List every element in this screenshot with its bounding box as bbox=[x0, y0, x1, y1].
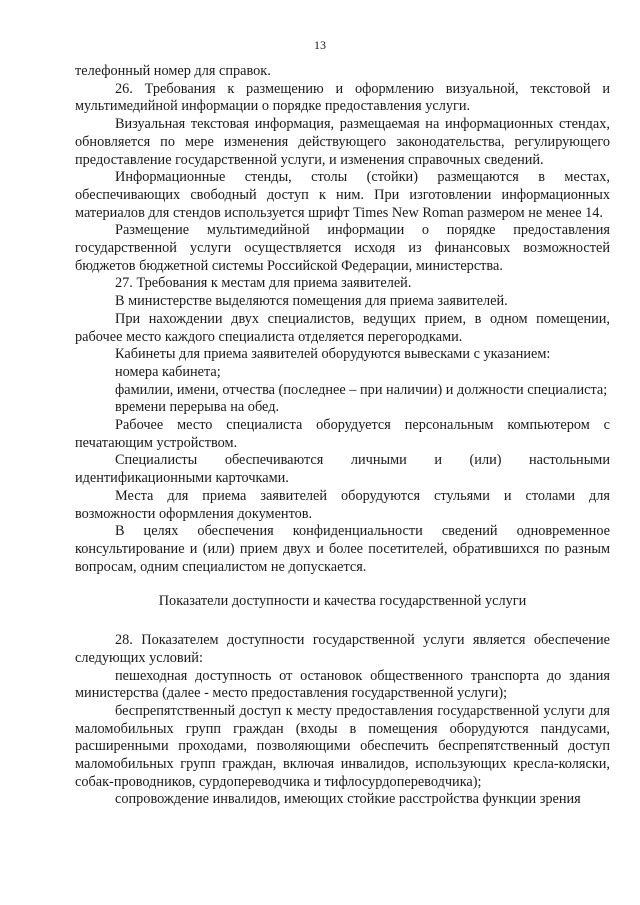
paragraph-p12: времени перерыва на обед. bbox=[115, 399, 280, 416]
paragraph-p5: Размещение мультимедийной информации о порядке предоставления государственной услуги осуществляется исходя из финансовых возможностей бюджетов бюджетной системы Российской Федерации, министерства. bbox=[75, 222, 610, 274]
section-accessibility bbox=[75, 632, 610, 809]
paragraph-p10: номера кабинета; bbox=[115, 363, 221, 380]
paragraph-p19: беспрепятственный доступ к месту предоставления государственной услуги для маломобильных групп граждан (входы в помещения оборудуются пандусами, расширенными проходами, позволяющими обеспечить беспрепятственный доступ маломобильных групп граждан, включая инвалидов, использующих кресла-коляски, собак-проводников, сурдопереводчика и тифлосурдопереводчика); bbox=[75, 702, 610, 790]
paragraph-p11: фамилии, имени, отчества (последнее – при наличии) и должности специалиста; bbox=[115, 381, 608, 398]
paragraph-p16: В целях обеспечения конфиденциальности сведений одновременное консультирование и (или) прием двух и более посетителей, обратившихся по разным вопросам, одним специалистом не допускается. bbox=[75, 523, 610, 575]
paragraph-p20: сопровождение инвалидов, имеющих стойкие расстройства функции зрения bbox=[115, 791, 581, 808]
paragraph-p13: Рабочее место специалиста оборудуется персональным компьютером с печатающим устройством. bbox=[75, 417, 610, 451]
paragraph-p18: пешеходная доступность от остановок общественного транспорта до здания министерства (далее - место предоставления государственной услуги); bbox=[75, 667, 610, 702]
document-body bbox=[75, 63, 610, 809]
paragraph-p7: В министерстве выделяются помещения для приема заявителей. bbox=[115, 293, 508, 310]
paragraph-p8: При нахождении двух специалистов, ведущих прием, в одном помещении, рабочее место каждого специалиста отделяется перегородками. bbox=[75, 310, 610, 345]
section-requirements bbox=[75, 63, 610, 576]
paragraph-p6: 27. Требования к местам для приема заявителей. bbox=[115, 275, 412, 292]
paragraph-p15: Места для приема заявителей оборудуются стульями и столами для возможности оформления документов. bbox=[75, 487, 610, 522]
section-heading: Показатели доступности и качества государственной услуги bbox=[158, 593, 527, 610]
paragraph-p2: 26. Требования к размещению и оформлению визуальной, текстовой и мультимедийной информации о порядке предоставления услуги. bbox=[75, 80, 610, 115]
paragraph-p9: Кабинеты для приема заявителей оборудуются вывесками с указанием: bbox=[115, 346, 551, 363]
paragraph-p4: Информационные стенды, столы (стойки) размещаются в местах, обеспечивающих свободный доступ к ним. При изготовлении информационных материалов для стендов используется шрифт Times New Roman размером не менее 14. bbox=[75, 169, 610, 221]
paragraph-p17: 28. Показателем доступности государственной услуги является обеспечение следующих условий: bbox=[75, 632, 610, 666]
paragraph-p14: Специалисты обеспечиваются личными и (или) настольными идентификационными карточками. bbox=[75, 452, 610, 487]
paragraph-p1: телефонный номер для справок. bbox=[75, 63, 271, 79]
page-number: 13 bbox=[314, 38, 326, 52]
paragraph-p3: Визуальная текстовая информация, размещаемая на информационных стендах, обновляется по мере изменения действующего законодательства, регулирующего предоставление государственной услуги, и изменения справочных сведений. bbox=[75, 116, 610, 168]
